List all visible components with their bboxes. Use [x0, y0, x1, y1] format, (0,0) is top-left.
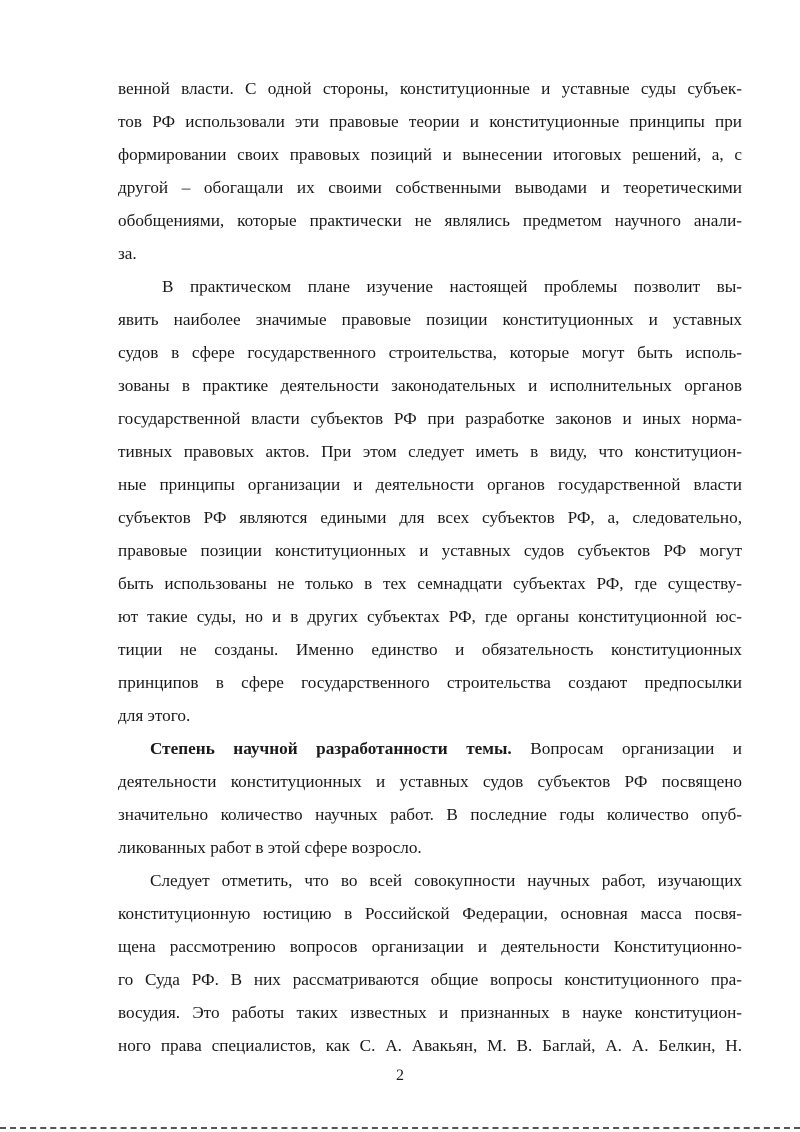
- text-line: формировании своих правовых позиций и вынесении итоговых решений, а, с: [118, 145, 742, 164]
- text-line: быть использованы не только в тех семнадцати субъектах РФ, где существу-: [118, 574, 742, 593]
- paragraph-first-line: В практическом плане изучение настоящей проблемы позволит вы-: [162, 277, 742, 296]
- text-line: ют такие суды, но и в других субъектах РФ, где органы конституционной юс-: [118, 607, 742, 626]
- text-line: го Суда РФ. В них рассматриваются общие вопросы конституционного пра-: [118, 970, 742, 989]
- text-line: за.: [118, 244, 137, 263]
- text-run: Вопросам организации и: [530, 739, 743, 758]
- text-line: правовые позиции конституционных и уставных судов субъектов РФ могут: [118, 541, 742, 560]
- text-line: другой – обогащали их своими собственными выводами и теоретическими: [118, 178, 742, 197]
- text-line: значительно количество научных работ. В последние годы количество опуб-: [118, 805, 742, 824]
- text-line: ного права специалистов, как С. А. Авакьян, М. В. Баглай, А. А. Белкин, Н.: [118, 1036, 742, 1055]
- text-line: щена рассмотрению вопросов организации и деятельности Конституционно-: [118, 937, 742, 956]
- text-line: венной власти. С одной стороны, конституционные и уставные суды субъек-: [118, 79, 742, 98]
- text-line: ликованных работ в этой сфере возросло.: [118, 838, 422, 857]
- text-line: обобщениями, которые практически не являлись предметом научного анали-: [118, 211, 742, 230]
- section-heading-line: [150, 738, 742, 760]
- text-line: деятельности конституционных и уставных судов субъектов РФ посвящено: [118, 772, 742, 791]
- text-line: тиции не созданы. Именно единство и обязательность конституционных: [118, 640, 742, 659]
- text-line: конституционную юстицию в Российской Федерации, основная масса посвя-: [118, 904, 742, 923]
- text-line: субъектов РФ являются едиными для всех субъектов РФ, а, следовательно,: [118, 508, 742, 527]
- section-heading: Степень научной разработанности темы.: [150, 739, 512, 758]
- scan-edge-divider: [0, 1127, 800, 1129]
- paragraph-first-line: Следует отметить, что во всей совокупности научных работ, изучающих: [150, 871, 742, 890]
- text-line: судов в сфере государственного строительства, которые могут быть исполь-: [118, 343, 742, 362]
- text-line: ные принципы организации и деятельности органов государственной власти: [118, 475, 742, 494]
- text-line: зованы в практике деятельности законодательных и исполнительных органов: [118, 376, 742, 395]
- text-line: государственной власти субъектов РФ при разработке законов и иных норма-: [118, 409, 742, 428]
- text-line: принципов в сфере государственного строительства создают предпосылки: [118, 673, 742, 692]
- text-line: тивных правовых актов. При этом следует иметь в виду, что конституцион-: [118, 442, 742, 461]
- text-line: тов РФ использовали эти правовые теории и конституционные принципы при: [118, 112, 742, 131]
- text-line: для этого.: [118, 706, 191, 725]
- page-number: 2: [396, 1067, 404, 1084]
- text-line: явить наиболее значимые правовые позиции конституционных и уставных: [118, 310, 742, 329]
- text-line: восудия. Это работы таких известных и признанных в науке конституцион-: [118, 1003, 742, 1022]
